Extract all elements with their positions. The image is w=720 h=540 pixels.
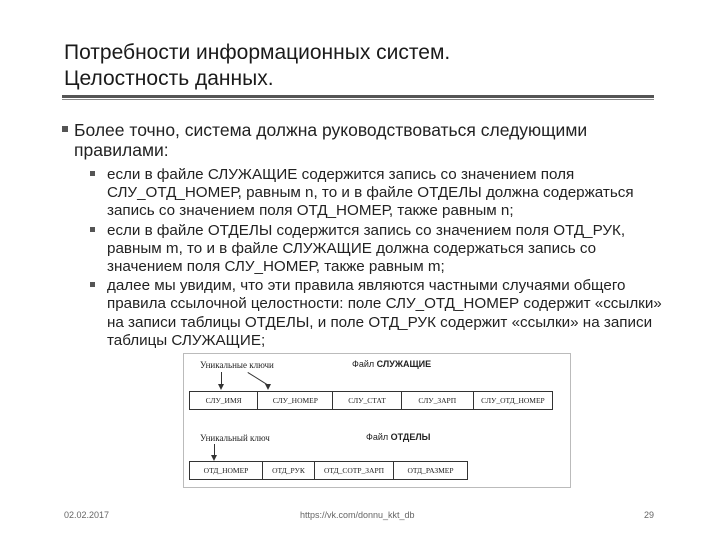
departments-file-title xyxy=(366,432,430,442)
field-cell: СЛУ_СТАТ xyxy=(333,392,401,409)
field-cell: СЛУ_НОМЕР xyxy=(258,392,333,409)
arrow-down-icon xyxy=(265,384,271,390)
square-bullet-icon xyxy=(62,126,68,132)
field-cell: СЛУ_ЗАРП xyxy=(402,392,474,409)
slide-number: 29 xyxy=(644,510,655,520)
sub-bullet-text: далее мы увидим, что эти правила являются частными случаями общего правила ссылочной целостности: поле СЛУ_ОТД_НОМЕР содержит «ссылки» на записи таблицы ОТДЕЛЫ, и поле ОТД_РУК содержит «ссылки» на записи таблицы СЛУЖАЩИЕ; xyxy=(107,277,662,349)
title-divider-thin xyxy=(62,99,654,100)
slide-title xyxy=(64,40,664,92)
sub-bullet-text: если в файле ОТДЕЛЫ содержится запись со значением поля ОТД_РУК, равным m, то и в файле СЛУЖАЩИЕ должна содержаться запись со значением поля СЛУ_НОМЕР, также равным m; xyxy=(107,221,626,276)
title-line-2: Целостность данных. xyxy=(64,67,274,90)
employees-file-title xyxy=(352,359,431,369)
unique-keys-label: Уникальные ключи xyxy=(200,360,274,370)
field-cell: СЛУ_ИМЯ xyxy=(190,392,258,409)
sub-bullet-3 xyxy=(90,277,662,350)
field-cell: ОТД_СОТР_ЗАРП xyxy=(315,462,394,479)
square-bullet-icon xyxy=(90,227,95,232)
title-line-1: Потребности информационных систем. xyxy=(64,41,451,64)
file-prefix: Файл xyxy=(366,432,391,442)
departments-record-row xyxy=(189,461,468,480)
sub-bullet-list xyxy=(90,166,662,350)
field-cell: ОТД_РУК xyxy=(263,462,315,479)
main-bullet-text: Более точно, система должна руководствоваться следующими правилами: xyxy=(74,120,588,160)
footer-date: 02.02.2017 xyxy=(64,510,110,520)
main-bullet xyxy=(62,120,662,160)
file-prefix: Файл xyxy=(352,359,377,369)
file-name: СЛУЖАЩИЕ xyxy=(376,359,432,369)
sub-bullet-1 xyxy=(90,166,662,221)
unique-key-label: Уникальный ключ xyxy=(200,433,270,443)
file-structure-diagram xyxy=(183,353,571,488)
field-cell: ОТД_НОМЕР xyxy=(190,462,263,479)
sub-bullet-text: если в файле СЛУЖАЩИЕ содержится запись со значением поля СЛУ_ОТД_НОМЕР, равным n, то и в файле ОТДЕЛЫ должна содержаться запись со значением поля ОТД_НОМЕР, также равным n; xyxy=(107,166,634,220)
field-cell: ОТД_РАЗМЕР xyxy=(407,466,454,475)
file-name: ОТДЕЛЫ xyxy=(390,432,431,442)
sub-bullet-2 xyxy=(90,222,662,277)
slide-body xyxy=(62,120,662,351)
field-cell: СЛУ_ОТД_НОМЕР xyxy=(481,396,545,405)
arrow-down-icon xyxy=(218,384,224,390)
square-bullet-icon xyxy=(90,171,95,176)
title-divider xyxy=(62,95,654,98)
footer-url[interactable]: https://vk.com/donnu_kkt_db xyxy=(300,510,415,520)
employees-record-row xyxy=(189,391,553,410)
square-bullet-icon xyxy=(90,282,95,287)
